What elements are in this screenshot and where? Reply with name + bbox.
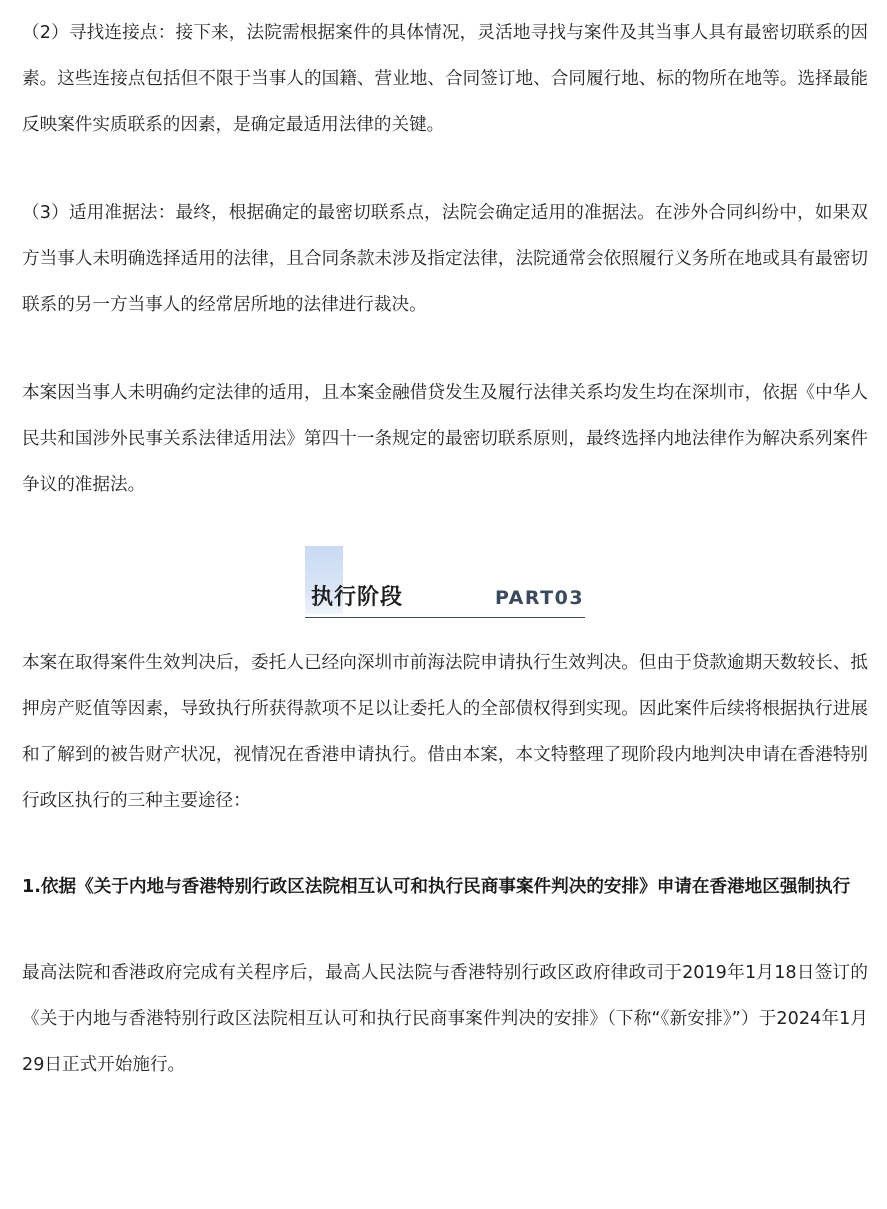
section-part-label: PART03 bbox=[495, 587, 585, 609]
section-header bbox=[22, 528, 868, 640]
subheading-route-1: 1.依据《关于内地与香港特别行政区法院相互认可和执行民商事案件判决的安排》申请在香港地区强制执行 bbox=[22, 877, 851, 897]
article-body bbox=[22, 10, 868, 1088]
paragraph-case-law-choice: 本案因当事人未明确约定法律的适用，且本案金融借贷发生及履行法律关系均发生均在深圳市，依据《中华人民共和国涉外民事关系法律适用法》第四十一条规定的最密切联系原则，最终选择内地法律作为解决系列案件争议的准据法。 bbox=[22, 383, 868, 495]
section-underline bbox=[305, 617, 585, 618]
paragraph-new-arrangement: 最高法院和香港政府完成有关程序后，最高人民法院与香港特别行政区政府律政司于2019年1月18日签订的《关于内地与香港特别行政区法院相互认可和执行民商事案件判决的安排》（下称“《新安排》”）于2024年1月29日正式开始施行。 bbox=[22, 963, 868, 1075]
section-title: 执行阶段 bbox=[311, 585, 404, 610]
paragraph-execution-stage: 本案在取得案件生效判决后，委托人已经向深圳市前海法院申请执行生效判决。但由于贷款逾期天数较长、抵押房产贬值等因素，导致执行所获得款项不足以让委托人的全部债权得到实现。因此案件后续将根据执行进展和了解到的被告财产状况，视情况在香港申请执行。借由本案，本文特整理了现阶段内地判决申请在香港特别行政区执行的三种主要途径： bbox=[22, 653, 868, 811]
paragraph-applicable-law: （3）适用准据法：最终，根据确定的最密切联系点，法院会确定适用的准据法。在涉外合同纠纷中，如果双方当事人未明确选择适用的法律，且合同条款未涉及指定法律，法院通常会依照履行义务所在地或具有最密切联系的另一方当事人的经常居所地的法律进行裁决。 bbox=[22, 203, 868, 315]
paragraph-connecting-factors: （2）寻找连接点：接下来，法院需根据案件的具体情况，灵活地寻找与案件及其当事人具有最密切联系的因素。这些连接点包括但不限于当事人的国籍、营业地、合同签订地、合同履行地、标的物所在地等。选择最能反映案件实质联系的因素，是确定最适用法律的关键。 bbox=[22, 23, 868, 135]
